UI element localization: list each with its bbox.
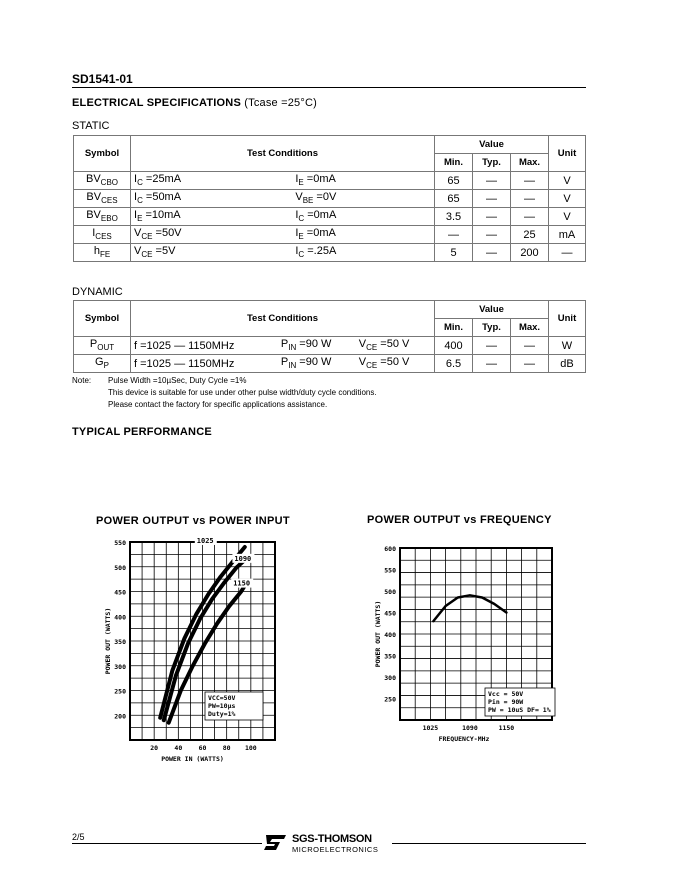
y-tick-label: 600 <box>384 545 396 553</box>
max-cell: — <box>511 355 549 373</box>
performance-title: TYPICAL PERFORMANCE <box>72 426 212 438</box>
table-row <box>74 337 586 355</box>
symbol-cell: $BV_{EBO}$ <box>74 208 131 226</box>
page-number: 2/5 <box>72 832 85 842</box>
condition-cell: $I_C =.25A$ <box>292 244 434 262</box>
condition-cell: $V_{CE} =50$ V <box>356 337 435 355</box>
symbol-cell: $P_{OUT}$ <box>74 337 131 355</box>
x-tick-label: 1025 <box>422 724 439 732</box>
col-min: Min. <box>435 154 473 172</box>
series-label: 1150 <box>233 579 251 588</box>
max-cell: 200 <box>511 244 549 262</box>
y-tick-label: 200 <box>114 712 126 721</box>
max-cell: — <box>511 337 549 355</box>
col-max: Max. <box>511 319 549 337</box>
x-tick-label: 80 <box>222 744 231 752</box>
dynamic-spec-table <box>73 300 586 373</box>
x-tick-label: 1150 <box>498 724 515 732</box>
col-value: Value <box>435 301 549 319</box>
condition-cell: $I_E =0mA$ <box>292 226 434 244</box>
document-id: SD1541-01 <box>72 72 133 86</box>
unit-cell: mA <box>549 226 586 244</box>
condition-cell: $P_{IN} =90$ W <box>278 337 356 355</box>
condition-cell: $I_C =50mA$ <box>131 190 293 208</box>
min-cell: 6.5 <box>435 355 473 373</box>
condition-cell: $P_{IN} =90$ W <box>278 355 356 373</box>
col-conditions: Test Conditions <box>131 301 435 337</box>
annotation-text: Vcc = 50V <box>488 690 524 698</box>
footer-rule <box>72 843 262 844</box>
dynamic-label: DYNAMIC <box>72 286 123 298</box>
max-cell: — <box>511 172 549 190</box>
annotation-text: VCC=50V <box>208 694 236 702</box>
condition-cell: f =1025 — 1150MHz <box>131 337 278 355</box>
unit-cell: — <box>549 244 586 262</box>
y-tick-label: 500 <box>384 588 396 596</box>
condition-cell: $I_E =0mA$ <box>292 172 434 190</box>
col-unit: Unit <box>549 301 586 337</box>
note-line: This device is suitable for use under other pulse width/duty cycle conditions. <box>108 388 377 397</box>
typ-cell: — <box>473 355 511 373</box>
x-tick-label: 20 <box>150 744 159 752</box>
unit-cell: V <box>549 208 586 226</box>
col-min: Min. <box>435 319 473 337</box>
footer-rule <box>392 843 586 844</box>
min-cell: 5 <box>435 244 473 262</box>
static-label: STATIC <box>72 120 110 132</box>
x-axis-label: FREQUENCY-MHz <box>438 735 490 743</box>
col-conditions: Test Conditions <box>131 136 435 172</box>
y-tick-label: 300 <box>114 662 126 671</box>
symbol-cell: $G_P$ <box>74 355 131 373</box>
x-tick-label: 100 <box>244 744 257 752</box>
note-label: Note: <box>72 376 92 385</box>
col-symbol: Symbol <box>74 301 131 337</box>
x-tick-label: 60 <box>198 744 207 752</box>
power-out-vs-power-in-chart <box>95 532 295 772</box>
symbol-cell: $BV_{CES}$ <box>74 190 131 208</box>
typ-cell: — <box>473 208 511 226</box>
max-cell: — <box>511 208 549 226</box>
section-title <box>72 97 317 109</box>
power-out-vs-frequency-chart <box>360 540 570 765</box>
condition-cell: $I_C =25mA$ <box>131 172 293 190</box>
series-label: 1025 <box>196 536 214 545</box>
y-tick-label: 250 <box>384 695 396 704</box>
note-line: Pulse Width =10µSec, Duty Cycle =1% <box>108 376 247 385</box>
table-row <box>74 244 586 262</box>
col-typ: Typ. <box>473 319 511 337</box>
x-tick-label: 1090 <box>462 724 478 732</box>
col-max: Max. <box>511 154 549 172</box>
brand-logo <box>262 833 378 854</box>
typ-cell: — <box>473 172 511 190</box>
y-tick-label: 450 <box>114 588 126 597</box>
y-tick-label: 400 <box>114 613 126 622</box>
spec-condition: (Tcase =25°C) <box>244 97 317 109</box>
condition-cell: $V_{BE} =0V$ <box>292 190 434 208</box>
unit-cell: W <box>549 337 586 355</box>
note-line: Please contact the factory for specific applications assistance. <box>108 400 328 409</box>
st-logo-icon <box>262 833 288 851</box>
annotation-text: Duty=1% <box>208 710 236 718</box>
table-row <box>74 226 586 244</box>
symbol-cell: $BV_{CBO}$ <box>74 172 131 190</box>
symbol-cell: $I_{CES}$ <box>74 226 131 244</box>
brand-subtitle: MICROELECTRONICS <box>292 845 379 854</box>
col-unit: Unit <box>549 136 586 172</box>
y-tick-label: 550 <box>384 566 396 575</box>
header-rule <box>72 87 586 88</box>
series-label: 1090 <box>234 554 252 563</box>
symbol-cell: $h_{FE}$ <box>74 244 131 262</box>
x-axis-label: POWER IN (WATTS) <box>161 755 224 763</box>
table-row <box>74 190 586 208</box>
condition-cell: $V_{CE} =50$ V <box>356 355 435 373</box>
y-axis-label: POWER OUT (WATTS) <box>104 607 112 675</box>
chart1-title: POWER OUTPUT vs POWER INPUT <box>96 515 290 527</box>
spec-title-text: ELECTRICAL SPECIFICATIONS <box>72 97 241 109</box>
y-tick-label: 500 <box>114 563 126 572</box>
typ-cell: — <box>473 244 511 262</box>
typ-cell: — <box>473 337 511 355</box>
min-cell: 400 <box>435 337 473 355</box>
condition-cell: f =1025 — 1150MHz <box>131 355 278 373</box>
y-tick-label: 400 <box>384 631 396 639</box>
y-tick-label: 450 <box>384 609 396 618</box>
max-cell: — <box>511 190 549 208</box>
series-line <box>433 595 506 621</box>
brand-name: SGS-THOMSON <box>292 833 372 845</box>
condition-cell: $I_C =0mA$ <box>292 208 434 226</box>
static-spec-table <box>73 135 586 262</box>
y-axis-label: POWER OUT (WATTS) <box>374 600 382 668</box>
y-tick-label: 250 <box>114 687 126 696</box>
y-tick-label: 350 <box>114 638 126 646</box>
table-row <box>74 172 586 190</box>
col-value: Value <box>435 136 549 154</box>
col-typ: Typ. <box>473 154 511 172</box>
condition-cell: $I_E =10mA$ <box>131 208 293 226</box>
y-tick-label: 300 <box>384 674 396 682</box>
y-tick-label: 550 <box>114 539 126 547</box>
annotation-text: PW = 10uS DF= 1% <box>488 706 551 714</box>
chart2-title: POWER OUTPUT vs FREQUENCY <box>367 514 552 526</box>
table-row <box>74 208 586 226</box>
typ-cell: — <box>473 190 511 208</box>
condition-cell: $V_{CE} =50V$ <box>131 226 293 244</box>
unit-cell: dB <box>549 355 586 373</box>
min-cell: — <box>435 226 473 244</box>
col-symbol: Symbol <box>74 136 131 172</box>
min-cell: 65 <box>435 172 473 190</box>
unit-cell: V <box>549 172 586 190</box>
y-tick-label: 350 <box>384 652 396 661</box>
condition-cell: $V_{CE} =5V$ <box>131 244 293 262</box>
table-row <box>74 355 586 373</box>
min-cell: 65 <box>435 190 473 208</box>
typ-cell: — <box>473 226 511 244</box>
annotation-text: Pin = 90W <box>488 698 524 706</box>
unit-cell: V <box>549 190 586 208</box>
min-cell: 3.5 <box>435 208 473 226</box>
annotation-text: PW=10µs <box>208 702 236 710</box>
max-cell: 25 <box>511 226 549 244</box>
x-tick-label: 40 <box>174 744 183 752</box>
